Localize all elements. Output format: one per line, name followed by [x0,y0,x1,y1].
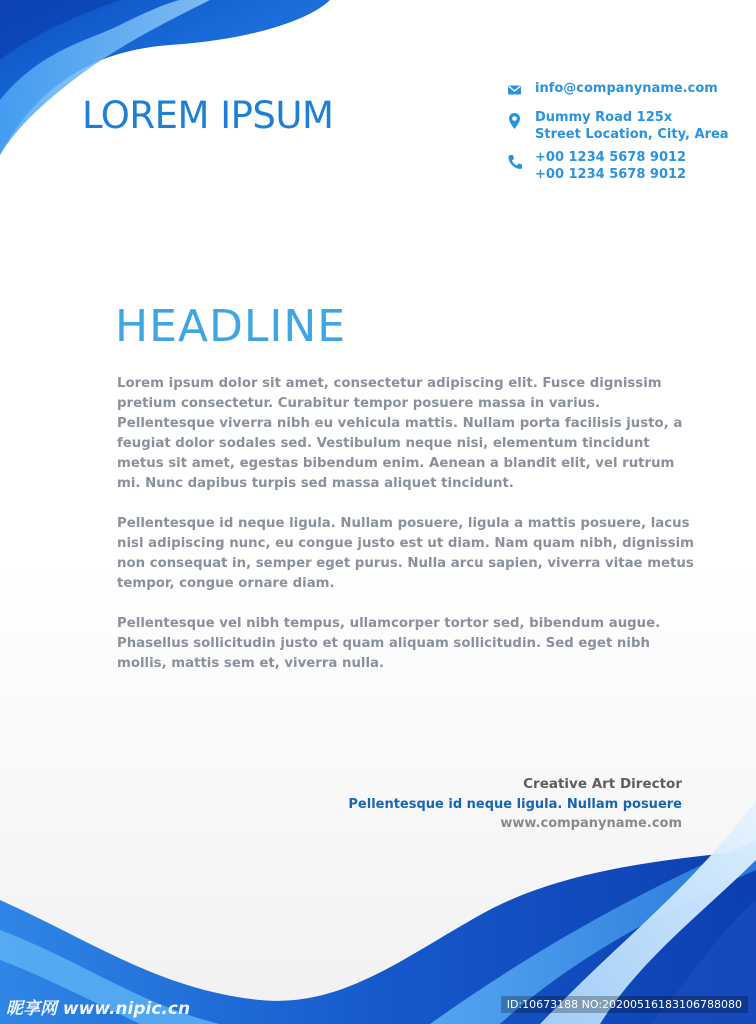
contact-phone-2[interactable]: +00 1234 5678 9012 [535,167,687,182]
body-text [117,374,695,694]
contact-email-row [506,80,746,97]
headline [115,301,346,352]
watermark-left: 昵享网 www.nipic.cn [6,999,191,1019]
watermark-right: ID:10673188 NO:20200516183106788080 [501,996,748,1013]
signature-title: Creative Art Director [523,776,682,792]
contact-phone-row [506,149,746,183]
contact-phone-1[interactable]: +00 1234 5678 9012 [535,150,687,165]
contact-address-line1: Dummy Road 125x [535,110,673,125]
paragraph-2: Pellentesque id neque ligula. Nullam posuere, ligula a mattis posuere, lacus nisl adipiscing nunc, eu congue justo est ut diam. Nam quam nibh, dignissim non consequat in, semper eget purus. Nulla arcu sapien, viverra vitae metus tempor, congue ornare diam. [117,516,694,591]
paragraph-1: Lorem ipsum dolor sit amet, consectetur adipiscing elit. Fusce dignissim pretium consectetur. Curabitur tempor posuere massa in varius. Pellentesque viverra nibh eu vehicula mattis. Nullam porta facilisis justo, a feugiat dolor sodales sed. Vestibulum neque nisi, elementum tincidunt metus sit amet, egestas bibendum enim. Aenean a blandit elit, vel rutrum mi. Nunc dapibus turpis sed massa aliquet tincidunt. [117,376,683,491]
paragraph-3: Pellentesque vel nibh tempus, ullamcorper tortor sed, bibendum augue. Phasellus sollicitudin justo et quam aliquam sollicitudin. Sed eget nibh mollis, mattis sem et, viverra nulla. [117,616,661,671]
bottom-wave [0,800,756,1024]
contact-block [506,80,746,183]
phone-icon [506,153,524,171]
envelope-icon [506,81,524,99]
contact-email[interactable]: info@companyname.com [535,81,718,96]
signature-tagline: Pellentesque id neque ligula. Nullam posuere [348,796,682,812]
headline-text: HEADLINE [115,301,347,352]
contact-address-row [506,109,746,143]
signature-website[interactable]: www.companyname.com [500,816,682,831]
signature-block [348,775,682,834]
contact-address-line2: Street Location, City, Area [535,127,729,142]
company-logo-text: LOREM IPSUM [82,94,334,137]
location-pin-icon [506,112,524,130]
